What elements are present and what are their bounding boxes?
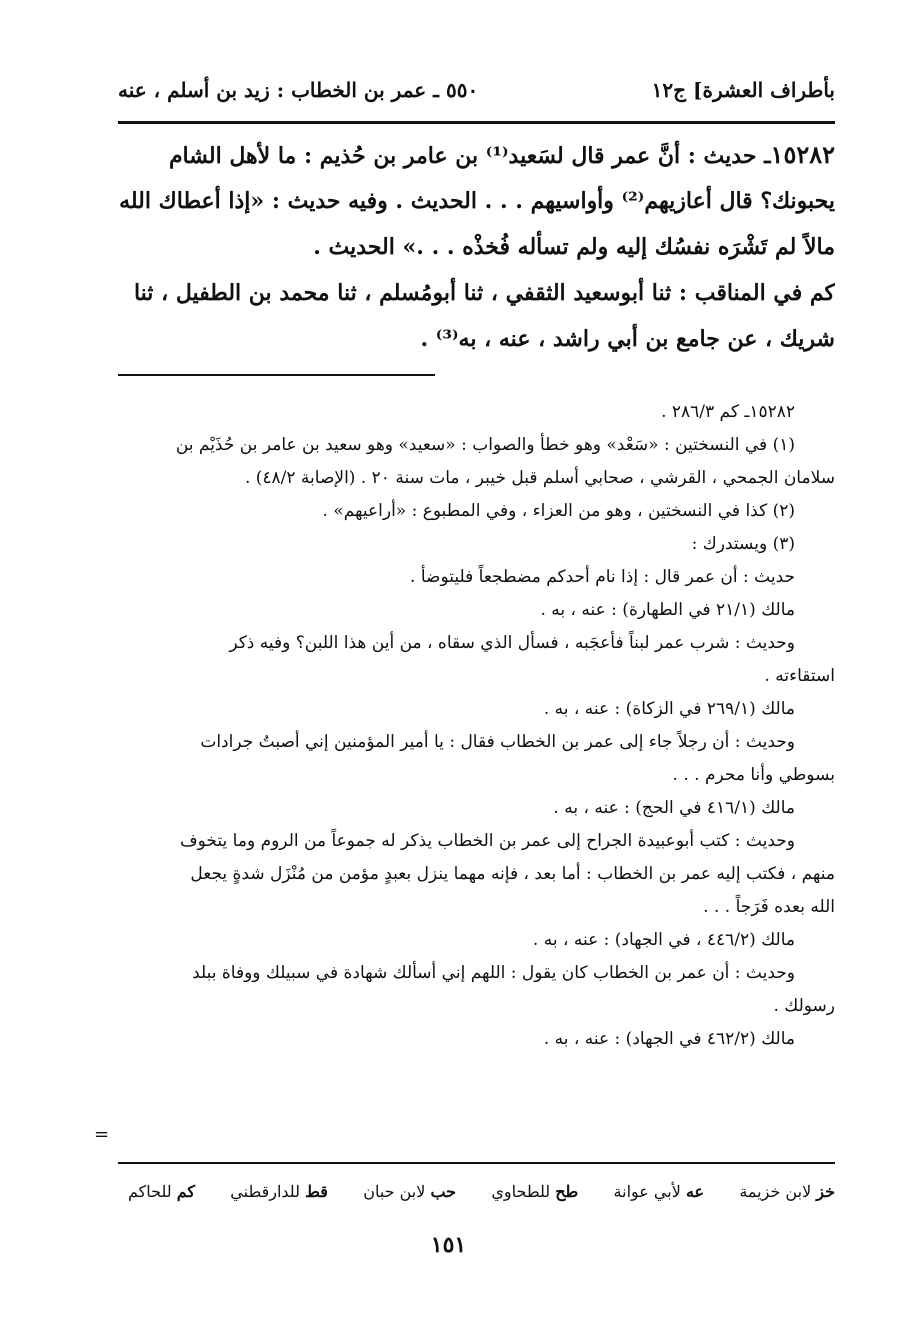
abbr-item [491, 1182, 578, 1201]
entry-line-2: يحبونك؟ قال أعازيهم⁽²⁾ وأواسيهم . . . الحديث . وفيه حديث : «إذا أعطاك الله [119, 188, 835, 214]
abbr-name: للدارقطني [230, 1181, 300, 1201]
footnote-line: سلامان الجمحي ، القرشي ، صحابي أسلم قبل خيبر ، مات سنة ٢٠ . (الإصابة ٤٨/٢) . [244, 468, 835, 488]
footnotes [118, 396, 835, 1056]
footnote-line: ١٥٢٨٢ـ كم ٢٨٦/٣ . [661, 402, 795, 422]
entry-line-5: شريك ، عن جامع بن أبي راشد ، عنه ، به⁽³⁾ . [420, 326, 835, 352]
entry-line-1 [118, 132, 835, 178]
abbr-code: قط [305, 1181, 328, 1201]
footnote-line: مالك (٤٦٢/٢ في الجهاد) : عنه ، به . [543, 1029, 795, 1049]
footnote-line: الله بعده فَرَجاً . . . [703, 897, 835, 917]
abbr-name: للطحاوي [491, 1181, 551, 1201]
footnote-line: مالك (٤٤٦/٢ ، في الجهاد) : عنه ، به . [532, 930, 795, 950]
footnote-line: (١) في النسختين : «سَعْد» وهو خطأ والصواب : «سعيد» وهو سعيد بن عامر بن حُذَيْم بن [175, 435, 795, 455]
footnote-line: بسوطي وأنا محرم . . . [672, 765, 835, 785]
footnote-line: مالك (٤١٦/١ في الحج) : عنه ، به . [553, 798, 795, 818]
footnote-line: منهم ، فكتب إليه عمر بن الخطاب : أما بعد ، فإنه مهما ينزل بعبدٍ مؤمن من مُنْزَل شدةٍ يجعل [190, 864, 835, 884]
footnote-separator [118, 374, 435, 376]
source-symbol [822, 166, 835, 178]
hadith-number: ١٥٢٨٢ [770, 140, 835, 169]
footnote-line: (٢) كذا في النسختين ، وهو من العزاء ، وفي المطبوع : «أراعيهم» . [322, 501, 795, 521]
header-rule [118, 121, 835, 124]
entry-text-1: ـ حديث : أنَّ عمر قال لسَعيد⁽¹⁾ بن عامر بن حُذيم : ما لأهل الشام [168, 143, 771, 169]
continuation-mark: = [94, 1124, 110, 1145]
running-head: ٥٥٠ ـ عمر بن الخطاب : زيد بن أسلم ، عنه [118, 78, 479, 102]
footnote-line: وحديث : أن رجلاً جاء إلى عمر بن الخطاب فقال : يا أمير المؤمنين إني أصبتُ جرادات [200, 732, 795, 752]
footer-rule [118, 1162, 835, 1164]
footnote-line: مالك (٢٦٩/١ في الزكاة) : عنه ، به . [543, 699, 795, 719]
footnote-line: استقاءته . [764, 666, 835, 686]
page-number: ١٥١ [430, 1232, 467, 1258]
abbr-item [230, 1182, 328, 1201]
abbr-code: عه [685, 1181, 705, 1201]
footnote-line: رسولك . [773, 996, 835, 1016]
footnote-line: وحديث : أن عمر بن الخطاب كان يقول : اللهم إني أسألك شهادة في سبيلك ووفاة ببلد [192, 963, 795, 983]
abbr-item [614, 1182, 705, 1201]
abbr-code: كم [176, 1181, 195, 1201]
entry-line-3: مالاً لم تَشْرَه نفسُك إليه ولم تسأله فُخذْه . . .» الحديث . [313, 234, 835, 260]
abbr-code: خز [816, 1181, 835, 1201]
abbr-name: لابن حبان [363, 1181, 426, 1201]
abbr-item [739, 1182, 835, 1201]
abbr-code: طح [555, 1181, 579, 1201]
footnote-line: وحديث : كتب أبوعبيدة الجراح إلى عمر بن الخطاب يذكر له جموعاً من الروم وما يتخوف [180, 831, 795, 851]
abbreviation-key [118, 1174, 835, 1208]
abbr-name: لأبي عوانة [613, 1181, 681, 1201]
abbr-code: حب [430, 1181, 457, 1201]
abbr-name: للحاكم [128, 1181, 172, 1201]
footnote-line: وحديث : شرب عمر لبناً فأعجَبه ، فسأل الذي سقاه ، من أين هذا اللبن؟ وفيه ذكر [229, 633, 795, 653]
footnote-line: مالك (٢١/١ في الطهارة) : عنه ، به . [540, 600, 795, 620]
book-title: بأطراف العشرة] ج١٢ [651, 78, 835, 102]
abbr-item [128, 1182, 195, 1201]
entry-line-4: كم في المناقب : ثنا أبوسعيد الثقفي ، ثنا أبومُسلم ، ثنا محمد بن الطفيل ، ثنا [133, 280, 835, 306]
footnote-line: (٣) ويستدرك : [691, 534, 795, 554]
page-header [118, 70, 835, 110]
footnote-line: حديث : أن عمر قال : إذا نام أحدكم مضطجعاً فليتوضأ . [410, 567, 795, 587]
abbr-name: لابن خزيمة [739, 1181, 812, 1201]
hadith-entry [118, 132, 835, 362]
abbr-item [363, 1182, 456, 1201]
